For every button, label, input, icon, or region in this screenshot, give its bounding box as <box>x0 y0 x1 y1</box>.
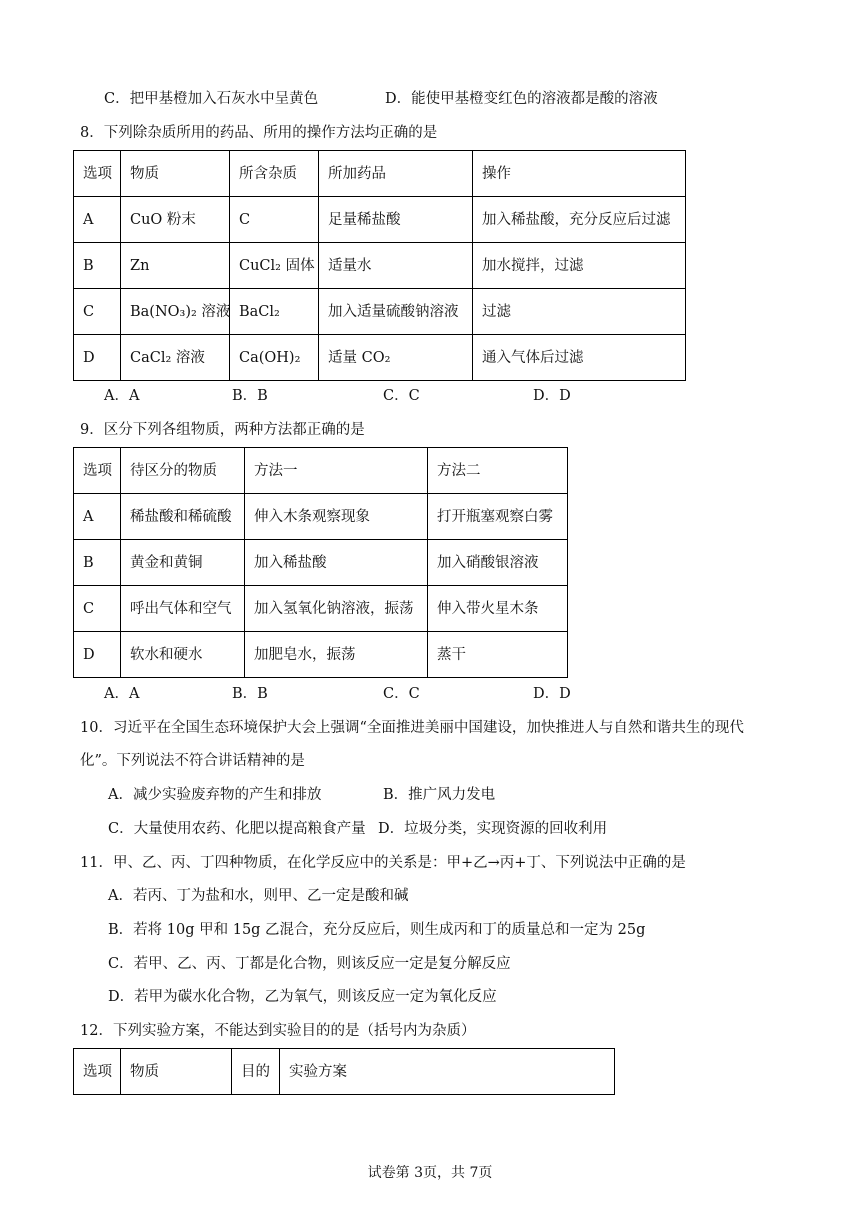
table-cell: Zn <box>121 243 230 289</box>
table-cell: B <box>74 540 121 586</box>
header-cell: 所含杂质 <box>230 151 319 197</box>
q9-answer-a: A．A <box>104 686 140 702</box>
table-cell: Ca(OH)₂ <box>230 335 319 381</box>
q11-option-c: C．若甲、乙、丙、丁都是化合物，则该反应一定是复分解反应 <box>108 956 511 972</box>
table-cell: 加入适量硫酸钠溶液 <box>319 289 473 335</box>
q12-stem: 12．下列实验方案，不能达到实验目的的是（括号内为杂质） <box>80 1023 476 1039</box>
q8-answer-d: D．D <box>533 388 571 404</box>
header-cell: 选项 <box>74 151 121 197</box>
q8-table <box>73 150 686 381</box>
table-row <box>74 289 686 335</box>
table-cell: BaCl₂ <box>230 289 319 335</box>
table-cell: A <box>74 197 121 243</box>
table-cell: 加入稀盐酸，充分反应后过滤 <box>473 197 686 243</box>
table-cell: CuO 粉末 <box>121 197 230 243</box>
q9-answer-b: B．B <box>232 686 268 702</box>
table-cell: A <box>74 494 121 540</box>
table-cell: 通入气体后过滤 <box>473 335 686 381</box>
table-cell: D <box>74 632 121 678</box>
q9-stem: 9．区分下列各组物质，两种方法都正确的是 <box>80 422 365 438</box>
table-row <box>74 197 686 243</box>
header-cell: 实验方案 <box>280 1049 615 1095</box>
q8-answer-a: A．A <box>104 388 140 404</box>
q10-option-b: B．推广风力发电 <box>383 787 496 803</box>
table-cell: 过滤 <box>473 289 686 335</box>
table-cell: 蒸干 <box>428 632 568 678</box>
table-cell: 加入硝酸银溶液 <box>428 540 568 586</box>
q10-option-d: D．垃圾分类，实现资源的回收利用 <box>378 821 608 837</box>
q8-stem: 8．下列除杂质所用的药品、所用的操作方法均正确的是 <box>80 125 438 141</box>
table-cell: 适量 CO₂ <box>319 335 473 381</box>
table-cell: 加肥皂水，振荡 <box>245 632 428 678</box>
header-cell: 物质 <box>121 1049 232 1095</box>
table-cell: C <box>74 289 121 335</box>
table-row <box>74 243 686 289</box>
q11-option-a: A．若丙、丁为盐和水，则甲、乙一定是酸和碱 <box>108 888 409 904</box>
table-header-row <box>74 151 686 197</box>
q11-option-b: B．若将 10g 甲和 15g 乙混合，充分反应后，则生成丙和丁的质量总和一定为 25g <box>108 922 646 938</box>
table-cell: Ba(NO₃)₂ 溶液 <box>121 289 230 335</box>
table-cell: 加入氢氧化钠溶液，振荡 <box>245 586 428 632</box>
table-header-row <box>74 448 568 494</box>
header-cell: 选项 <box>74 1049 121 1095</box>
table-cell: 打开瓶塞观察白雾 <box>428 494 568 540</box>
header-cell: 方法一 <box>245 448 428 494</box>
table-cell: 加入稀盐酸 <box>245 540 428 586</box>
q7-option-d: D．能使甲基橙变红色的溶液都是酸的溶液 <box>385 91 658 107</box>
header-cell: 目的 <box>232 1049 280 1095</box>
table-cell: C <box>74 586 121 632</box>
q8-answer-b: B．B <box>232 388 268 404</box>
table-cell: 呼出气体和空气 <box>121 586 245 632</box>
table-cell: 黄金和黄铜 <box>121 540 245 586</box>
table-row <box>74 632 568 678</box>
q10-stem-line1: 10．习近平在全国生态环境保护大会上强调“全面推进美丽中国建设，加快推进人与自然和谐共生的现代 <box>80 720 744 736</box>
q9-answer-d: D．D <box>533 686 571 702</box>
table-header-row <box>74 1049 615 1095</box>
header-cell: 所加药品 <box>319 151 473 197</box>
table-cell: 足量稀盐酸 <box>319 197 473 243</box>
q10-stem-line2: 化”。下列说法不符合讲话精神的是 <box>80 753 305 769</box>
table-cell: B <box>74 243 121 289</box>
table-cell: 伸入木条观察现象 <box>245 494 428 540</box>
header-cell: 操作 <box>473 151 686 197</box>
header-cell: 待区分的物质 <box>121 448 245 494</box>
table-cell: 伸入带火星木条 <box>428 586 568 632</box>
q12-table <box>73 1048 615 1095</box>
table-row <box>74 335 686 381</box>
table-cell: CaCl₂ 溶液 <box>121 335 230 381</box>
table-cell: 适量水 <box>319 243 473 289</box>
header-cell: 选项 <box>74 448 121 494</box>
q9-answer-c: C．C <box>383 686 420 702</box>
table-row <box>74 540 568 586</box>
table-cell: 稀盐酸和稀硫酸 <box>121 494 245 540</box>
q9-table <box>73 447 568 678</box>
q10-option-a: A．减少实验废弃物的产生和排放 <box>108 787 322 803</box>
q7-option-c: C．把甲基橙加入石灰水中呈黄色 <box>104 91 319 107</box>
q10-option-c: C．大量使用农药、化肥以提高粮食产量 <box>108 821 366 837</box>
q11-stem: 11．甲、乙、丙、丁四种物质，在化学反应中的关系是：甲+乙→丙+丁、下列说法中正确的是 <box>80 855 686 871</box>
page-footer: 试卷第 3页，共 7页 <box>367 1165 493 1181</box>
q8-answer-c: C．C <box>383 388 420 404</box>
header-cell: 方法二 <box>428 448 568 494</box>
table-cell: C <box>230 197 319 243</box>
table-cell: CuCl₂ 固体 <box>230 243 319 289</box>
header-cell: 物质 <box>121 151 230 197</box>
table-cell: D <box>74 335 121 381</box>
q11-option-d: D．若甲为碳水化合物，乙为氧气，则该反应一定为氧化反应 <box>108 989 497 1005</box>
table-cell: 加水搅拌，过滤 <box>473 243 686 289</box>
table-cell: 软水和硬水 <box>121 632 245 678</box>
table-row <box>74 586 568 632</box>
table-row <box>74 494 568 540</box>
